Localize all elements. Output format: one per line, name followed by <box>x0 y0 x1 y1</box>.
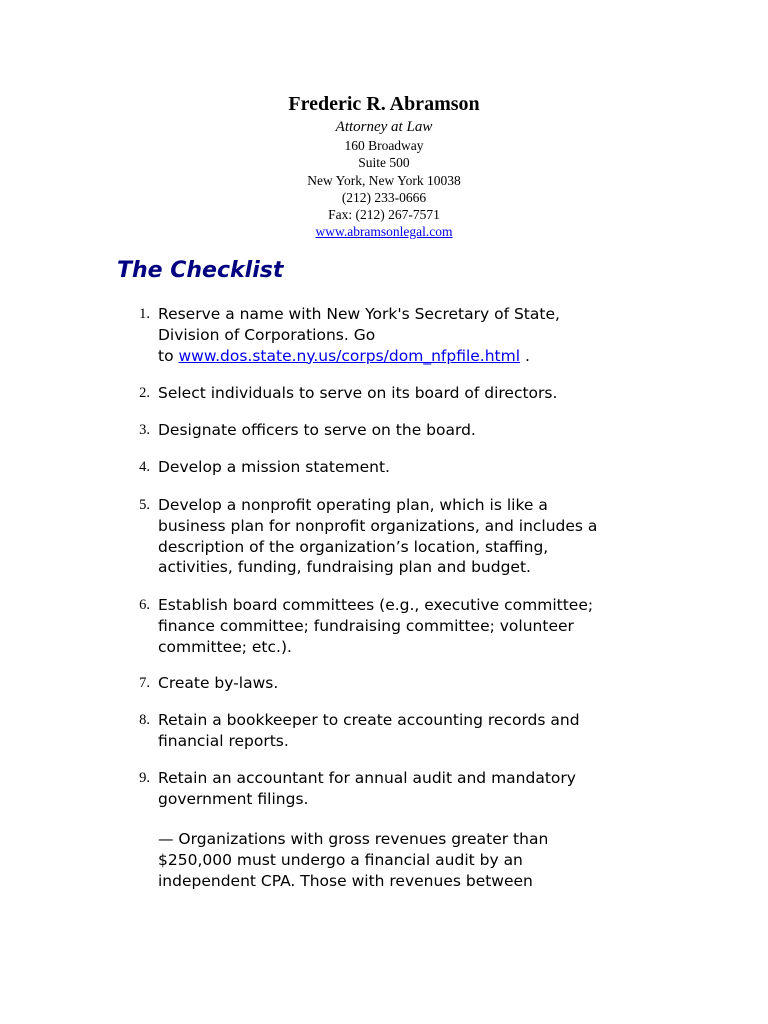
item-number: 1. <box>139 306 150 322</box>
link-suffix: . <box>520 346 530 365</box>
attorney-name: Frederic R. Abramson <box>288 93 480 115</box>
item-line <box>158 346 658 367</box>
item-number: 9. <box>139 770 150 786</box>
item-line: committee; etc.). <box>158 637 292 656</box>
item-number: 4. <box>139 459 150 475</box>
website-link[interactable]: www.abramsonlegal.com <box>315 224 453 240</box>
item-line: Select individuals to serve on its board of directors. <box>158 384 558 402</box>
address-suite: Suite 500 <box>358 155 410 171</box>
item-number: 8. <box>139 712 150 728</box>
item-number: 2. <box>139 385 150 401</box>
item-line: Develop a mission statement. <box>158 458 390 476</box>
item-line: Division of Corporations. Go <box>158 325 376 344</box>
item-line: Designate officers to serve on the board. <box>158 421 476 439</box>
item-text <box>158 710 658 752</box>
note-line: — Organizations with gross revenues greater than <box>158 830 549 848</box>
note-line: $250,000 must undergo a financial audit by an <box>158 850 523 869</box>
item-text <box>158 595 658 657</box>
item-line: Establish board committees (e.g., executive committee; <box>158 596 594 614</box>
dos-nfp-link[interactable]: www.dos.state.ny.us/corps/dom_nfpfile.html <box>178 346 521 365</box>
item-line: Retain an accountant for annual audit and mandatory <box>158 769 576 787</box>
item-line: government filings. <box>158 789 309 808</box>
item-text <box>158 457 658 478</box>
item-line: description of the organization’s location, staffing, <box>158 537 549 556</box>
item-number: 7. <box>139 675 150 691</box>
item-text <box>158 383 658 404</box>
item-line: Retain a bookkeeper to create accounting records and <box>158 711 580 729</box>
item-text <box>158 495 658 578</box>
link-prefix: to <box>158 346 179 365</box>
item-number: 5. <box>139 497 150 513</box>
item-text <box>158 768 658 810</box>
address-city: New York, New York 10038 <box>307 172 461 188</box>
item-text <box>158 420 658 441</box>
item-number: 6. <box>139 597 150 613</box>
item-line: Create by-laws. <box>158 674 279 692</box>
address-street: 160 Broadway <box>344 138 424 153</box>
phone-number: (212) 233-0666 <box>341 189 427 205</box>
item-text <box>158 304 658 366</box>
item-line: Reserve a name with New York's Secretary of State, <box>158 305 560 323</box>
item-line: activities, funding, fundraising plan and budget. <box>158 558 531 577</box>
item-line: finance committee; fundraising committee; volunteer <box>158 616 574 635</box>
item-text <box>158 673 658 694</box>
attorney-title: Attorney at Law <box>335 119 433 135</box>
note-line: independent CPA. Those with revenues between <box>158 871 533 890</box>
fax-number: Fax: (212) 267-7571 <box>328 207 440 223</box>
audit-note <box>158 829 658 891</box>
item-line: business plan for nonprofit organizations, and includes a <box>158 516 598 535</box>
checklist-heading: The Checklist <box>117 258 284 283</box>
item-line: financial reports. <box>158 731 289 750</box>
item-line: Develop a nonprofit operating plan, which is like a <box>158 496 548 514</box>
item-number: 3. <box>139 422 150 438</box>
